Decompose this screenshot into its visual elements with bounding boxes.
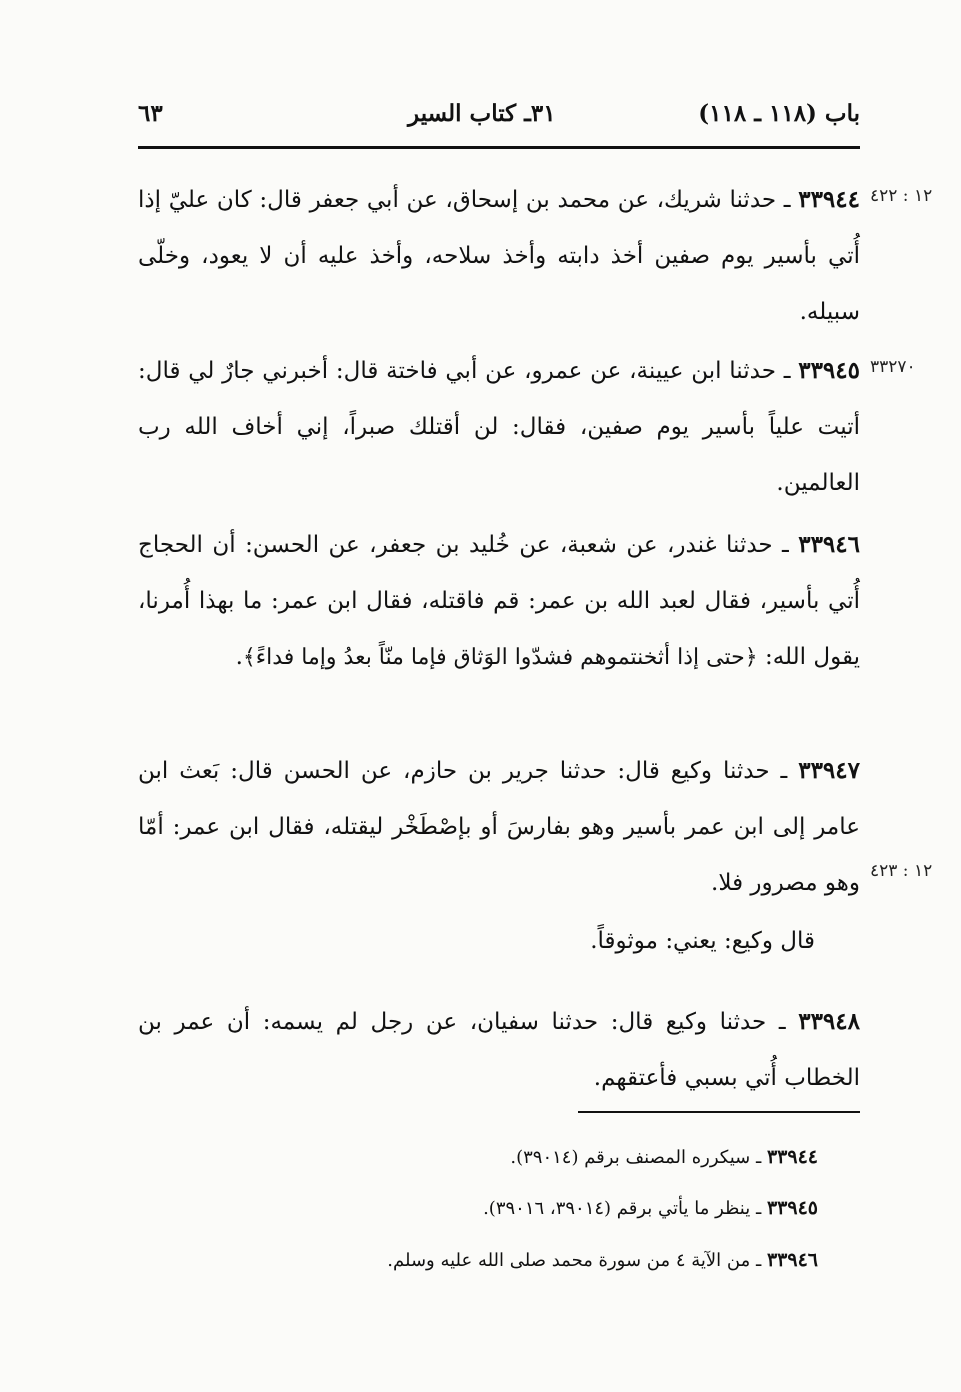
quran-quote: ﴿حتى إذا أثخنتموهم فشدّوا الوَثاق فإما منّاً بعدُ وإما فداءً﴾ xyxy=(242,645,758,670)
footnote-text: ـ من الآية ٤ من سورة محمد صلى الله عليه وسلم. xyxy=(387,1250,767,1271)
hadith-number: ٣٣٩٤٦ xyxy=(798,531,860,558)
hadith-number: ٣٣٩٤٤ xyxy=(798,186,860,213)
hadith-entry xyxy=(138,994,860,1106)
hadith-text-tail: . xyxy=(235,644,243,670)
hadith-text: ـ حدثنا غندر، عن شعبة، عن خُليد بن جعفر، عن الحسن: أن الحجاج أُتي بأسير، فقال لعبد الله بن عمر: قم فاقتله، فقال ابن عمر: ما بهذا أُمرنا، يقول الله: xyxy=(138,532,860,670)
hadith-entry xyxy=(138,343,860,511)
footnote xyxy=(138,1193,818,1224)
margin-reference: ٣٣٢٧٠ xyxy=(870,357,916,377)
margin-reference: ١٢ : ٤٢٢ xyxy=(870,186,933,206)
footnote xyxy=(138,1245,818,1276)
footnote-text: ـ ينظر ما يأتي برقم (٣٩٠١٤، ٣٩٠١٦). xyxy=(483,1198,767,1219)
footnote-rule xyxy=(578,1111,860,1113)
chapter-heading: باب (١١٨ ـ ١١٨) xyxy=(698,100,860,127)
page-header xyxy=(138,98,860,142)
commentary-text: قال وكيع: يعني: موثوقاً. xyxy=(590,928,815,954)
footnote xyxy=(138,1142,818,1173)
header-rule xyxy=(138,146,860,149)
footnote-number: ٣٣٩٤٦ xyxy=(766,1249,818,1271)
commentary-line xyxy=(138,913,860,969)
hadith-entry xyxy=(138,172,860,340)
footnote-number: ٣٣٩٤٥ xyxy=(766,1197,818,1219)
hadith-entry xyxy=(138,517,860,686)
hadith-number: ٣٣٩٤٨ xyxy=(798,1008,860,1035)
page-number: ٦٣ xyxy=(138,100,163,127)
hadith-number: ٣٣٩٤٧ xyxy=(798,757,860,784)
book-title: ٣١ـ كتاب السير xyxy=(408,100,556,127)
hadith-text: ـ حدثنا وكيع قال: حدثنا سفيان، عن رجل لم يسمه: أن عمر بن الخطاب أُتي بسبي فأعتقهم. xyxy=(138,1009,860,1091)
hadith-entry xyxy=(138,743,860,911)
footnote-text: ـ سيكرره المصنف برقم (٣٩٠١٤). xyxy=(510,1147,767,1168)
hadith-text: ـ حدثنا شريك، عن محمد بن إسحاق، عن أبي جعفر قال: كان عليّ إذا أُتي بأسير يوم صفين أخذ دابته وأخذ سلاحه، وأخذ عليه أن لا يعود، وخلّى سبيله. xyxy=(138,187,860,325)
hadith-text: ـ حدثنا ابن عيينة، عن عمرو، عن أبي فاختة قال: أخبرني جارٌ لي قال: أتيت علياً بأسير يوم صفين، فقال: لن أقتلك صبراً، إني أخاف الله رب العالمين. xyxy=(138,358,860,496)
hadith-number: ٣٣٩٤٥ xyxy=(798,357,860,384)
footnote-number: ٣٣٩٤٤ xyxy=(766,1146,818,1168)
margin-reference: ١٢ : ٤٢٣ xyxy=(870,861,933,881)
hadith-text: ـ حدثنا وكيع قال: حدثنا جرير بن حازم، عن الحسن قال: بَعث ابن عامر إلى ابن عمر بأسير وهو بفارسَ أو بإصْطَخْر ليقتله، فقال ابن عمر: أمّا وهو مصرور فلا. xyxy=(138,758,860,896)
